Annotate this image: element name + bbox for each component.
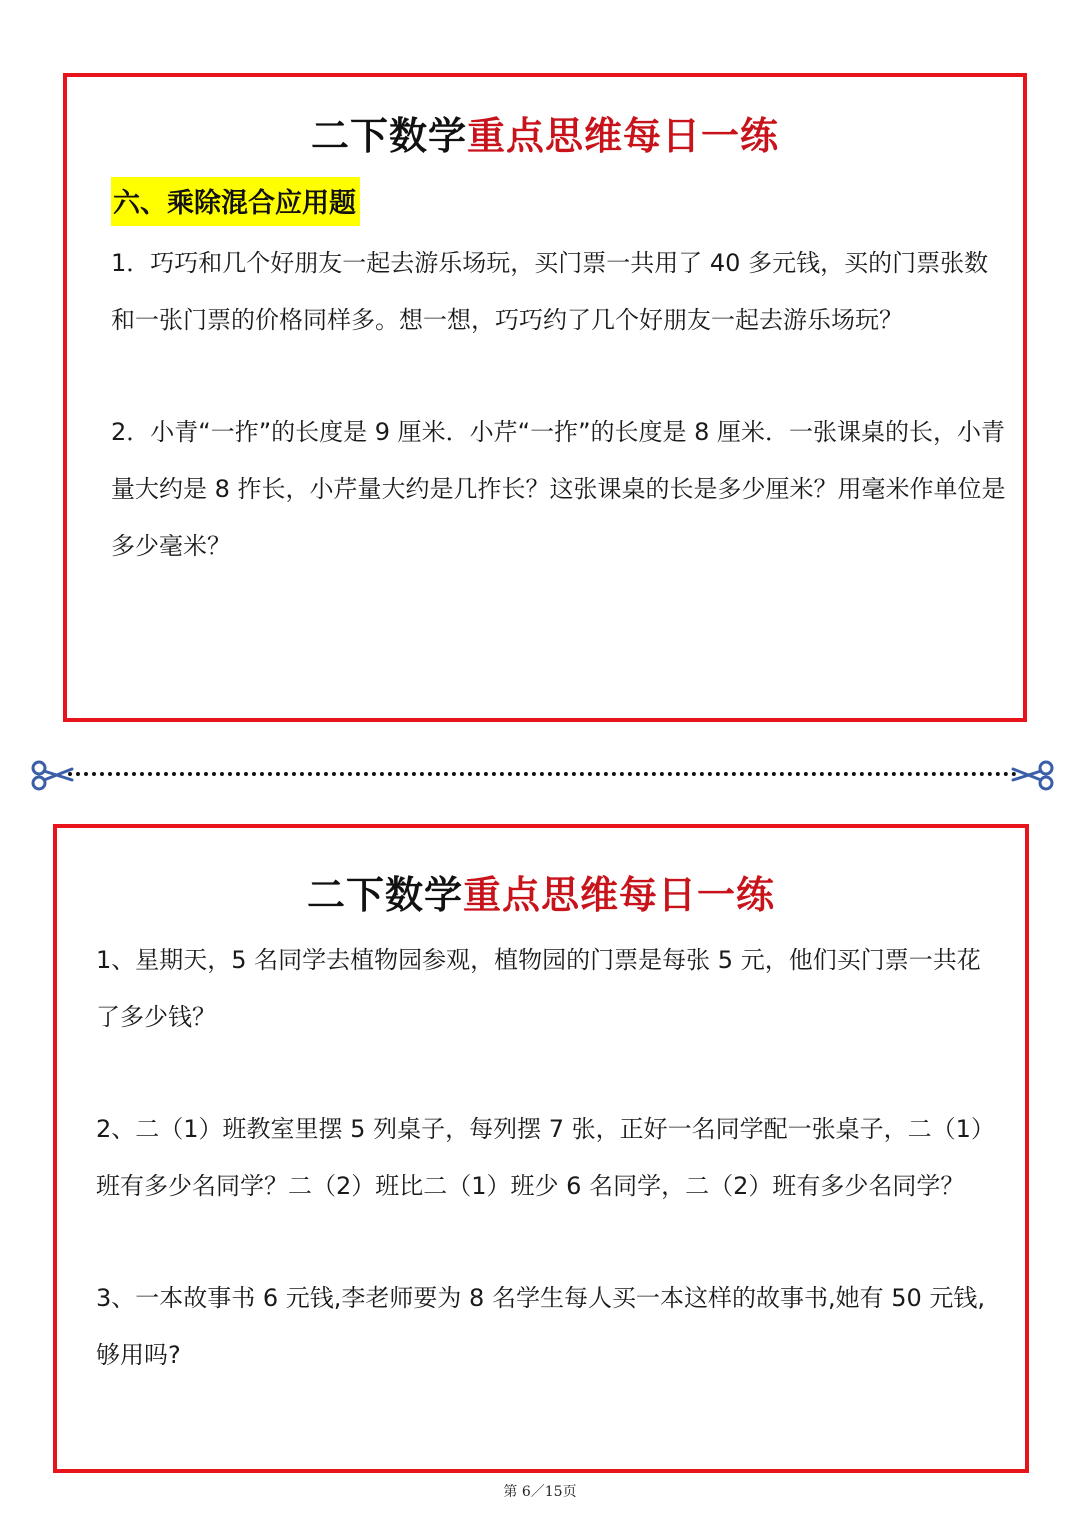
title-black-part: 二下数学	[306, 872, 463, 917]
question-1: 1、星期天，5 名同学去植物园参观，植物园的门票是每张 5 元，他们买门票一共花了多少钱？	[96, 946, 981, 1031]
question-1: 1．巧巧和几个好朋友一起去游乐场玩，买门票一共用了 40 多元钱，买的门票张数和一张门票的价格同样多。想一想，巧巧约了几个好朋友一起去游乐场玩？	[111, 249, 989, 334]
title-red-part: 重点思维每日一练	[467, 113, 780, 158]
title-red-part: 重点思维每日一练	[463, 872, 776, 917]
question-2: 2、二（1）班教室里摆 5 列桌子，每列摆 7 张，正好一名同学配一张桌子，二（1）班有多少名同学？二（2）班比二（1）班少 6 名同学，二（2）班有多少名同学？	[96, 1115, 995, 1200]
title-black-part: 二下数学	[310, 113, 467, 158]
section-heading: 六、乘除混合应用题	[111, 177, 360, 226]
worksheet-card-2	[53, 824, 1029, 1473]
scissors-icon	[1011, 758, 1055, 792]
cut-line-divider	[30, 758, 1055, 792]
card-1-title	[67, 105, 1023, 160]
question-3: 3、一本故事书 6 元钱,李老师要为 8 名学生每人买一本这样的故事书,她有 50 元钱,够用吗?	[96, 1284, 986, 1369]
worksheet-card-1	[63, 73, 1027, 722]
card-2-title	[57, 864, 1025, 919]
question-2: 2．小青“一拃”的长度是 9 厘米．小芹“一拃”的长度是 8 厘米．一张课桌的长，小青量大约是 8 拃长，小芹量大约是几拃长？这张课桌的长是多少厘米？用毫米作单位是多少毫米？	[111, 418, 1006, 560]
dotted-cut-line	[68, 772, 1017, 776]
page-number: 第 6／15页	[503, 1484, 577, 1500]
